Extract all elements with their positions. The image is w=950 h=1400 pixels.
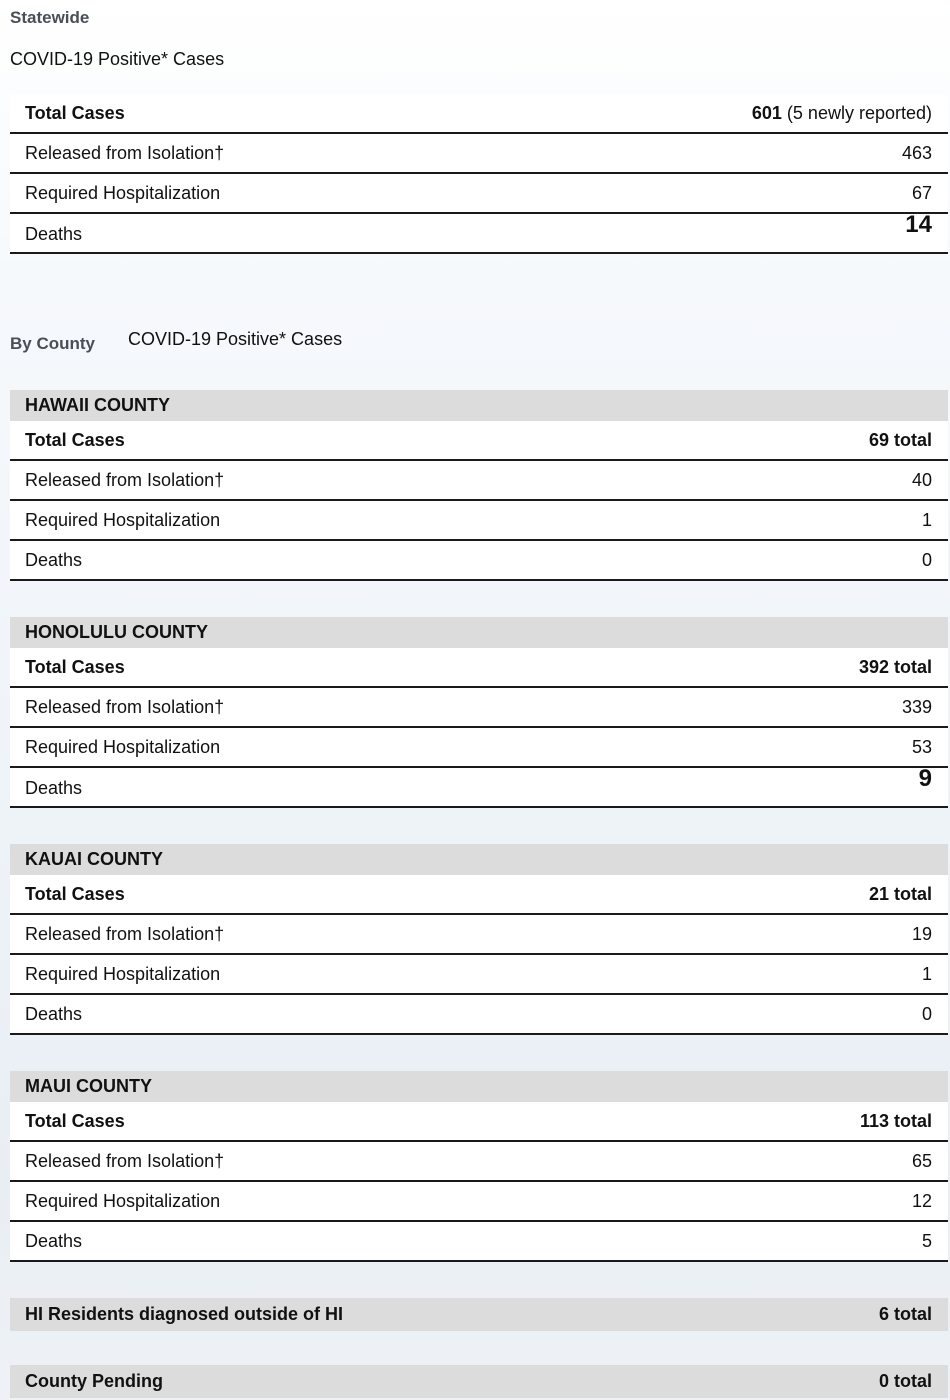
table-row bbox=[10, 541, 948, 581]
table-row bbox=[10, 134, 948, 174]
row-label: Released from Isolation† bbox=[25, 142, 225, 163]
row-value: 392 total bbox=[858, 656, 932, 677]
row-label: Deaths bbox=[25, 778, 83, 798]
statewide-table bbox=[10, 95, 948, 254]
table-row bbox=[10, 461, 948, 501]
outside-hi-row bbox=[10, 1298, 948, 1331]
row-label: Required Hospitalization bbox=[25, 1190, 221, 1211]
by-county-label: By County bbox=[10, 334, 95, 353]
row-value: 1 bbox=[921, 509, 932, 530]
row-label: Required Hospitalization bbox=[25, 182, 221, 203]
row-value: 0 bbox=[921, 1003, 932, 1024]
total-cases-value: 601 (5 newly reported) bbox=[751, 103, 932, 123]
table-row bbox=[10, 955, 948, 995]
row-value: 65 bbox=[911, 1150, 932, 1171]
county-name: MAUI COUNTY bbox=[10, 1071, 948, 1102]
row-value: 0 bbox=[921, 549, 932, 570]
statewide-label: Statewide bbox=[10, 8, 90, 27]
county-table-kauai bbox=[10, 844, 948, 1035]
row-value: 339 bbox=[901, 696, 932, 717]
table-row bbox=[10, 875, 948, 915]
table-row bbox=[10, 1182, 948, 1222]
row-label: Released from Isolation† bbox=[25, 696, 225, 717]
row-value: 67 bbox=[911, 182, 932, 203]
row-value: 19 bbox=[911, 923, 932, 944]
county-pending-label: County Pending bbox=[25, 1371, 163, 1391]
row-label: Required Hospitalization bbox=[25, 509, 221, 530]
row-value: 53 bbox=[911, 736, 932, 757]
row-label: Released from Isolation† bbox=[25, 469, 225, 490]
row-value: 40 bbox=[911, 469, 932, 490]
county-name: KAUAI COUNTY bbox=[10, 844, 948, 875]
table-row bbox=[10, 1142, 948, 1182]
county-table-maui bbox=[10, 1071, 948, 1262]
total-cases-label: Total Cases bbox=[25, 103, 125, 123]
table-row bbox=[10, 648, 948, 688]
row-value: 9 bbox=[918, 765, 932, 792]
row-label: Total Cases bbox=[25, 883, 125, 904]
county-pending-value: 0 total bbox=[878, 1371, 932, 1391]
row-label: Deaths bbox=[25, 1230, 83, 1251]
table-row bbox=[10, 211, 948, 254]
row-label: Required Hospitalization bbox=[25, 963, 221, 984]
table-row bbox=[10, 728, 948, 768]
county-table-hawaii bbox=[10, 390, 948, 581]
table-row bbox=[10, 765, 948, 808]
statewide-subtitle: COVID-19 Positive* Cases bbox=[10, 49, 225, 69]
row-label: Deaths bbox=[25, 1003, 83, 1024]
row-value: 21 total bbox=[868, 883, 932, 904]
table-row bbox=[10, 421, 948, 461]
row-value: 12 bbox=[911, 1190, 932, 1211]
row-label: Deaths bbox=[25, 224, 83, 244]
row-value: 1 bbox=[921, 963, 932, 984]
row-value: 113 total bbox=[859, 1110, 932, 1131]
row-label: Required Hospitalization bbox=[25, 736, 221, 757]
row-value: 463 bbox=[901, 142, 932, 163]
row-label: Total Cases bbox=[25, 656, 125, 677]
row-label: Released from Isolation† bbox=[25, 1150, 225, 1171]
table-row bbox=[10, 501, 948, 541]
table-row bbox=[10, 915, 948, 955]
by-county-subtitle: COVID-19 Positive* Cases bbox=[128, 329, 343, 349]
row-label: Total Cases bbox=[25, 1110, 125, 1131]
row-value: 14 bbox=[905, 211, 932, 238]
row-label: Deaths bbox=[25, 549, 83, 570]
table-row bbox=[10, 1102, 948, 1142]
outside-hi-label: HI Residents diagnosed outside of HI bbox=[25, 1304, 344, 1324]
table-row bbox=[10, 174, 948, 214]
county-name: HAWAII COUNTY bbox=[10, 390, 948, 421]
table-row bbox=[10, 1222, 948, 1262]
row-value: 5 bbox=[921, 1230, 932, 1251]
table-row bbox=[10, 995, 948, 1035]
county-name: HONOLULU COUNTY bbox=[10, 617, 948, 648]
table-row bbox=[10, 95, 948, 134]
row-label: Released from Isolation† bbox=[25, 923, 225, 944]
table-row bbox=[10, 688, 948, 728]
county-table-honolulu bbox=[10, 617, 948, 808]
outside-hi-value: 6 total bbox=[878, 1304, 932, 1324]
county-pending-row bbox=[10, 1365, 948, 1398]
row-value: 69 total bbox=[868, 429, 932, 450]
row-label: Total Cases bbox=[25, 429, 125, 450]
